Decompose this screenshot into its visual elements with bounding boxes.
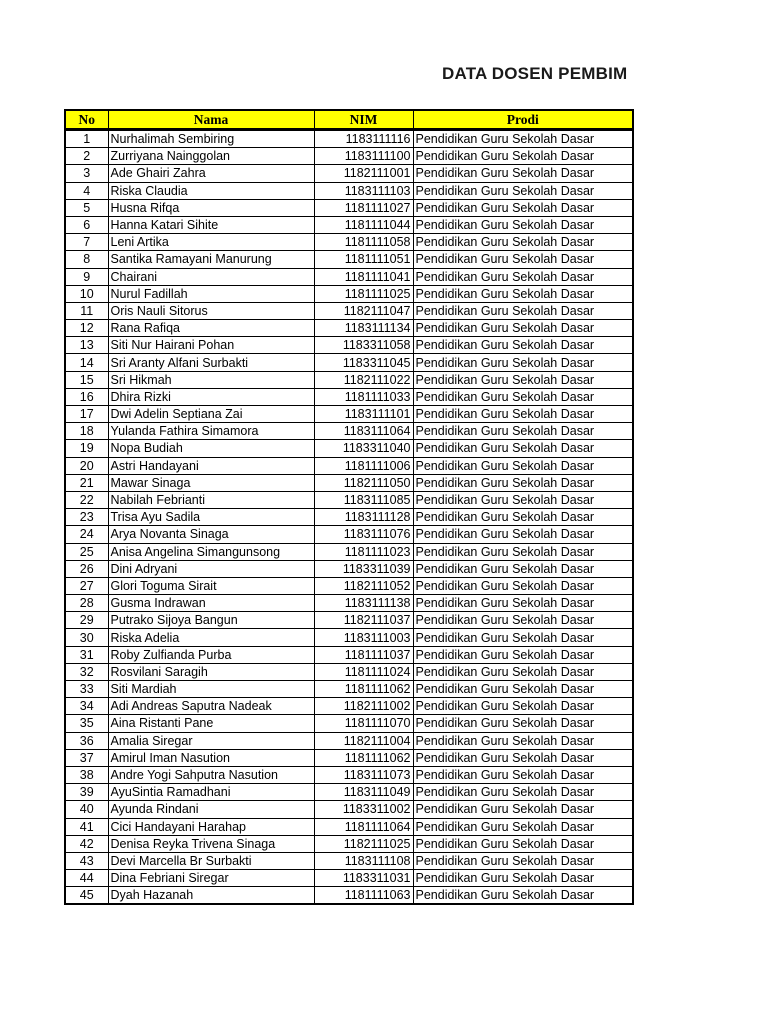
table-row xyxy=(65,337,633,354)
cell-no: 27 xyxy=(65,577,108,594)
cell-nim: 1182111052 xyxy=(314,577,413,594)
cell-prodi: Pendidikan Guru Sekolah Dasar xyxy=(413,491,633,508)
cell-prodi: Pendidikan Guru Sekolah Dasar xyxy=(413,457,633,474)
table-row xyxy=(65,285,633,302)
cell-no: 29 xyxy=(65,612,108,629)
cell-nim: 1183111128 xyxy=(314,509,413,526)
cell-no: 6 xyxy=(65,216,108,233)
cell-nim: 1181111037 xyxy=(314,646,413,663)
cell-nama: Yulanda Fathira Simamora xyxy=(108,423,314,440)
cell-prodi: Pendidikan Guru Sekolah Dasar xyxy=(413,234,633,251)
table-row xyxy=(65,663,633,680)
table-row xyxy=(65,440,633,457)
cell-no: 31 xyxy=(65,646,108,663)
cell-prodi: Pendidikan Guru Sekolah Dasar xyxy=(413,732,633,749)
cell-nama: Zurriyana Nainggolan xyxy=(108,148,314,165)
cell-no: 34 xyxy=(65,698,108,715)
cell-nim: 1181111024 xyxy=(314,663,413,680)
cell-no: 26 xyxy=(65,560,108,577)
cell-no: 23 xyxy=(65,509,108,526)
cell-no: 8 xyxy=(65,251,108,268)
cell-nama: Nopa Budiah xyxy=(108,440,314,457)
cell-prodi: Pendidikan Guru Sekolah Dasar xyxy=(413,165,633,182)
table-row xyxy=(65,354,633,371)
cell-prodi: Pendidikan Guru Sekolah Dasar xyxy=(413,629,633,646)
table-row xyxy=(65,320,633,337)
table-row xyxy=(65,130,633,148)
cell-no: 5 xyxy=(65,199,108,216)
cell-nim: 1181111044 xyxy=(314,216,413,233)
cell-no: 9 xyxy=(65,268,108,285)
cell-prodi: Pendidikan Guru Sekolah Dasar xyxy=(413,148,633,165)
cell-no: 37 xyxy=(65,749,108,766)
cell-nim: 1183111134 xyxy=(314,320,413,337)
cell-nim: 1183311002 xyxy=(314,801,413,818)
cell-prodi: Pendidikan Guru Sekolah Dasar xyxy=(413,543,633,560)
cell-prodi: Pendidikan Guru Sekolah Dasar xyxy=(413,715,633,732)
cell-prodi: Pendidikan Guru Sekolah Dasar xyxy=(413,818,633,835)
cell-prodi: Pendidikan Guru Sekolah Dasar xyxy=(413,216,633,233)
cell-no: 7 xyxy=(65,234,108,251)
table-row xyxy=(65,526,633,543)
column-header-nim: NIM xyxy=(314,110,413,130)
cell-no: 10 xyxy=(65,285,108,302)
cell-nim: 1182111047 xyxy=(314,302,413,319)
cell-nim: 1183111138 xyxy=(314,595,413,612)
table-row xyxy=(65,646,633,663)
cell-nama: Dina Febriani Siregar xyxy=(108,870,314,887)
document-title: DATA DOSEN PEMBIM xyxy=(442,64,628,83)
cell-prodi: Pendidikan Guru Sekolah Dasar xyxy=(413,199,633,216)
cell-no: 38 xyxy=(65,766,108,783)
cell-nim: 1182111025 xyxy=(314,835,413,852)
cell-nim: 1181111041 xyxy=(314,268,413,285)
cell-no: 32 xyxy=(65,663,108,680)
table-row xyxy=(65,423,633,440)
cell-nim: 1183111101 xyxy=(314,406,413,423)
cell-nama: Cici Handayani Harahap xyxy=(108,818,314,835)
cell-nama: Hanna Katari Sihite xyxy=(108,216,314,233)
cell-nim: 1182111001 xyxy=(314,165,413,182)
table-row xyxy=(65,766,633,783)
table-header-row xyxy=(65,110,633,130)
table-row xyxy=(65,543,633,560)
cell-nama: Amalia Siregar xyxy=(108,732,314,749)
cell-no: 35 xyxy=(65,715,108,732)
table-row xyxy=(65,509,633,526)
cell-nama: Anisa Angelina Simangunsong xyxy=(108,543,314,560)
cell-nim: 1181111025 xyxy=(314,285,413,302)
cell-nama: Riska Adelia xyxy=(108,629,314,646)
cell-no: 15 xyxy=(65,371,108,388)
cell-nama: Nabilah Febrianti xyxy=(108,491,314,508)
cell-nim: 1182111002 xyxy=(314,698,413,715)
cell-nama: Ade Ghairi Zahra xyxy=(108,165,314,182)
cell-nama: Nurul Fadillah xyxy=(108,285,314,302)
cell-prodi: Pendidikan Guru Sekolah Dasar xyxy=(413,130,633,148)
cell-prodi: Pendidikan Guru Sekolah Dasar xyxy=(413,663,633,680)
cell-prodi: Pendidikan Guru Sekolah Dasar xyxy=(413,612,633,629)
column-header-prodi: Prodi xyxy=(413,110,633,130)
cell-nim: 1182111022 xyxy=(314,371,413,388)
cell-nama: AyuSintia Ramadhani xyxy=(108,784,314,801)
table-row xyxy=(65,371,633,388)
cell-prodi: Pendidikan Guru Sekolah Dasar xyxy=(413,285,633,302)
cell-no: 19 xyxy=(65,440,108,457)
column-header-no: No xyxy=(65,110,108,130)
cell-nama: Leni Artika xyxy=(108,234,314,251)
cell-prodi: Pendidikan Guru Sekolah Dasar xyxy=(413,646,633,663)
table-body xyxy=(65,130,633,905)
cell-prodi: Pendidikan Guru Sekolah Dasar xyxy=(413,766,633,783)
cell-no: 28 xyxy=(65,595,108,612)
cell-nama: Amirul Iman Nasution xyxy=(108,749,314,766)
cell-prodi: Pendidikan Guru Sekolah Dasar xyxy=(413,474,633,491)
cell-prodi: Pendidikan Guru Sekolah Dasar xyxy=(413,852,633,869)
cell-nim: 1181111062 xyxy=(314,749,413,766)
table-row xyxy=(65,406,633,423)
cell-nama: Chairani xyxy=(108,268,314,285)
cell-prodi: Pendidikan Guru Sekolah Dasar xyxy=(413,337,633,354)
cell-nama: Astri Handayani xyxy=(108,457,314,474)
cell-nim: 1183111116 xyxy=(314,130,413,148)
cell-nim: 1183111103 xyxy=(314,182,413,199)
cell-nim: 1181111058 xyxy=(314,234,413,251)
cell-nim: 1182111037 xyxy=(314,612,413,629)
cell-prodi: Pendidikan Guru Sekolah Dasar xyxy=(413,560,633,577)
cell-prodi: Pendidikan Guru Sekolah Dasar xyxy=(413,526,633,543)
cell-no: 30 xyxy=(65,629,108,646)
cell-nim: 1181111033 xyxy=(314,388,413,405)
cell-nama: Trisa Ayu Sadila xyxy=(108,509,314,526)
cell-nama: Dini Adryani xyxy=(108,560,314,577)
cell-nama: Siti Nur Hairani Pohan xyxy=(108,337,314,354)
table-row xyxy=(65,577,633,594)
student-table xyxy=(64,109,634,905)
cell-nim: 1181111063 xyxy=(314,887,413,905)
table-row xyxy=(65,629,633,646)
cell-prodi: Pendidikan Guru Sekolah Dasar xyxy=(413,595,633,612)
cell-nama: Rosvilani Saragih xyxy=(108,663,314,680)
cell-nim: 1181111023 xyxy=(314,543,413,560)
cell-nim: 1183111003 xyxy=(314,629,413,646)
table-row xyxy=(65,388,633,405)
cell-no: 33 xyxy=(65,681,108,698)
cell-no: 1 xyxy=(65,130,108,148)
table-row xyxy=(65,560,633,577)
cell-nim: 1182111050 xyxy=(314,474,413,491)
cell-prodi: Pendidikan Guru Sekolah Dasar xyxy=(413,406,633,423)
cell-nim: 1181111070 xyxy=(314,715,413,732)
cell-nama: Riska Claudia xyxy=(108,182,314,199)
cell-no: 14 xyxy=(65,354,108,371)
cell-no: 11 xyxy=(65,302,108,319)
cell-nama: Arya Novanta Sinaga xyxy=(108,526,314,543)
table-row xyxy=(65,457,633,474)
cell-nama: Dhira Rizki xyxy=(108,388,314,405)
cell-nim: 1183111108 xyxy=(314,852,413,869)
cell-no: 18 xyxy=(65,423,108,440)
cell-nama: Siti Mardiah xyxy=(108,681,314,698)
cell-nama: Roby Zulfianda Purba xyxy=(108,646,314,663)
table-row xyxy=(65,784,633,801)
cell-prodi: Pendidikan Guru Sekolah Dasar xyxy=(413,371,633,388)
cell-no: 44 xyxy=(65,870,108,887)
cell-no: 3 xyxy=(65,165,108,182)
cell-no: 39 xyxy=(65,784,108,801)
cell-nim: 1181111062 xyxy=(314,681,413,698)
table-row xyxy=(65,302,633,319)
cell-nim: 1183111073 xyxy=(314,766,413,783)
cell-nama: Oris Nauli Sitorus xyxy=(108,302,314,319)
cell-no: 22 xyxy=(65,491,108,508)
cell-no: 13 xyxy=(65,337,108,354)
cell-prodi: Pendidikan Guru Sekolah Dasar xyxy=(413,577,633,594)
cell-no: 16 xyxy=(65,388,108,405)
table-row xyxy=(65,835,633,852)
cell-prodi: Pendidikan Guru Sekolah Dasar xyxy=(413,870,633,887)
table-row xyxy=(65,681,633,698)
cell-nama: Rana Rafiqa xyxy=(108,320,314,337)
table-row xyxy=(65,595,633,612)
cell-no: 21 xyxy=(65,474,108,491)
cell-nim: 1181111064 xyxy=(314,818,413,835)
cell-prodi: Pendidikan Guru Sekolah Dasar xyxy=(413,423,633,440)
cell-nama: Santika Ramayani Manurung xyxy=(108,251,314,268)
cell-nama: Nurhalimah Sembiring xyxy=(108,130,314,148)
table-row xyxy=(65,715,633,732)
cell-nim: 1183311031 xyxy=(314,870,413,887)
cell-prodi: Pendidikan Guru Sekolah Dasar xyxy=(413,509,633,526)
cell-prodi: Pendidikan Guru Sekolah Dasar xyxy=(413,801,633,818)
cell-nim: 1182111004 xyxy=(314,732,413,749)
table-row xyxy=(65,749,633,766)
table-row xyxy=(65,801,633,818)
cell-nama: Dyah Hazanah xyxy=(108,887,314,905)
table-row xyxy=(65,732,633,749)
cell-nama: Ayunda Rindani xyxy=(108,801,314,818)
cell-no: 45 xyxy=(65,887,108,905)
cell-nama: Mawar Sinaga xyxy=(108,474,314,491)
table-row xyxy=(65,612,633,629)
cell-nim: 1183111100 xyxy=(314,148,413,165)
cell-prodi: Pendidikan Guru Sekolah Dasar xyxy=(413,440,633,457)
cell-nama: Dwi Adelin Septiana Zai xyxy=(108,406,314,423)
table-row xyxy=(65,268,633,285)
cell-prodi: Pendidikan Guru Sekolah Dasar xyxy=(413,251,633,268)
cell-nama: Devi Marcella Br Surbakti xyxy=(108,852,314,869)
table-row xyxy=(65,199,633,216)
cell-nim: 1183111085 xyxy=(314,491,413,508)
cell-prodi: Pendidikan Guru Sekolah Dasar xyxy=(413,388,633,405)
cell-nama: Aina Ristanti Pane xyxy=(108,715,314,732)
table-row xyxy=(65,818,633,835)
cell-nim: 1183311039 xyxy=(314,560,413,577)
table-row xyxy=(65,251,633,268)
cell-nama: Adi Andreas Saputra Nadeak xyxy=(108,698,314,715)
cell-nim: 1181111006 xyxy=(314,457,413,474)
cell-nama: Husna Rifqa xyxy=(108,199,314,216)
table-row xyxy=(65,182,633,199)
cell-no: 41 xyxy=(65,818,108,835)
table-row xyxy=(65,887,633,905)
cell-nama: Sri Hikmah xyxy=(108,371,314,388)
table-row xyxy=(65,216,633,233)
cell-nama: Andre Yogi Sahputra Nasution xyxy=(108,766,314,783)
cell-no: 42 xyxy=(65,835,108,852)
cell-prodi: Pendidikan Guru Sekolah Dasar xyxy=(413,182,633,199)
cell-nim: 1181111027 xyxy=(314,199,413,216)
cell-nama: Gusma Indrawan xyxy=(108,595,314,612)
cell-prodi: Pendidikan Guru Sekolah Dasar xyxy=(413,268,633,285)
cell-no: 4 xyxy=(65,182,108,199)
cell-nim: 1183311040 xyxy=(314,440,413,457)
column-header-nama: Nama xyxy=(108,110,314,130)
cell-no: 2 xyxy=(65,148,108,165)
cell-no: 40 xyxy=(65,801,108,818)
cell-nim: 1183111049 xyxy=(314,784,413,801)
cell-no: 43 xyxy=(65,852,108,869)
table-row xyxy=(65,491,633,508)
cell-no: 24 xyxy=(65,526,108,543)
cell-nim: 1183311045 xyxy=(314,354,413,371)
cell-no: 20 xyxy=(65,457,108,474)
cell-prodi: Pendidikan Guru Sekolah Dasar xyxy=(413,835,633,852)
cell-nama: Putrako Sijoya Bangun xyxy=(108,612,314,629)
cell-nama: Sri Aranty Alfani Surbakti xyxy=(108,354,314,371)
cell-nama: Glori Toguma Sirait xyxy=(108,577,314,594)
cell-nim: 1183111076 xyxy=(314,526,413,543)
cell-no: 36 xyxy=(65,732,108,749)
cell-nim: 1183311058 xyxy=(314,337,413,354)
cell-nim: 1181111051 xyxy=(314,251,413,268)
table-row xyxy=(65,234,633,251)
table-row xyxy=(65,165,633,182)
cell-no: 25 xyxy=(65,543,108,560)
cell-prodi: Pendidikan Guru Sekolah Dasar xyxy=(413,320,633,337)
cell-prodi: Pendidikan Guru Sekolah Dasar xyxy=(413,887,633,905)
cell-no: 12 xyxy=(65,320,108,337)
cell-no: 17 xyxy=(65,406,108,423)
table-row xyxy=(65,870,633,887)
cell-prodi: Pendidikan Guru Sekolah Dasar xyxy=(413,302,633,319)
cell-prodi: Pendidikan Guru Sekolah Dasar xyxy=(413,681,633,698)
table-row xyxy=(65,474,633,491)
cell-prodi: Pendidikan Guru Sekolah Dasar xyxy=(413,749,633,766)
table-row xyxy=(65,852,633,869)
table-row xyxy=(65,698,633,715)
cell-prodi: Pendidikan Guru Sekolah Dasar xyxy=(413,698,633,715)
cell-prodi: Pendidikan Guru Sekolah Dasar xyxy=(413,354,633,371)
cell-nama: Denisa Reyka Trivena Sinaga xyxy=(108,835,314,852)
table-row xyxy=(65,148,633,165)
cell-nim: 1183111064 xyxy=(314,423,413,440)
cell-prodi: Pendidikan Guru Sekolah Dasar xyxy=(413,784,633,801)
